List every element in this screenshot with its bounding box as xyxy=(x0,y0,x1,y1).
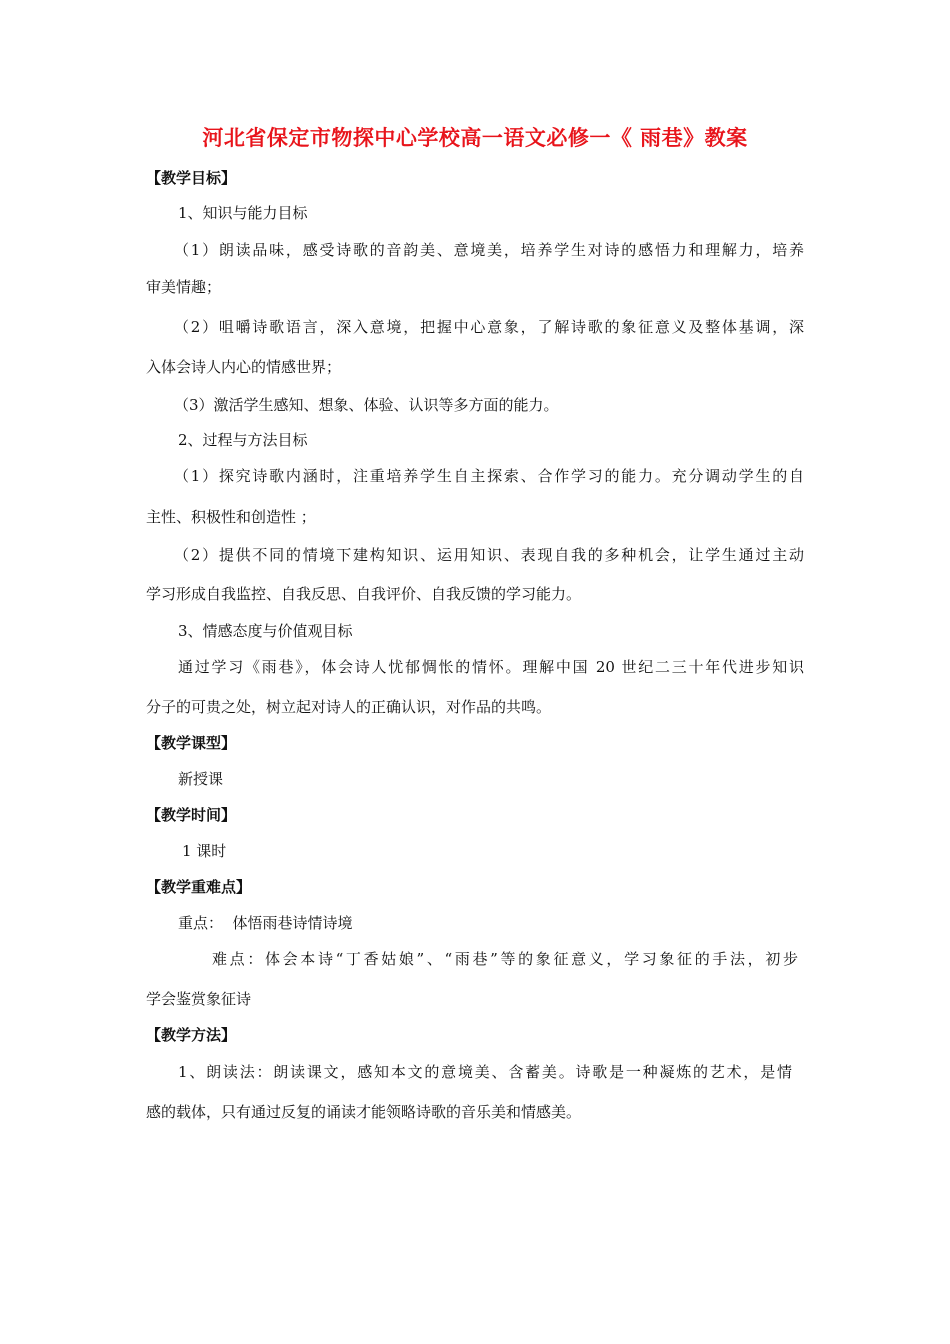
document-title: 河北省保定市物探中心学校高一语文必修一《 雨巷》教案 xyxy=(202,126,748,150)
objective-item-knowledge: 1、知识与能力目标 xyxy=(178,204,308,222)
method-reading: 1、朗读法：朗读课文，感知本文的意境美、含蓄美。诗歌是一种凝炼的艺术，是情 xyxy=(178,1063,792,1081)
section-heading-lesson-type: 【教学课型】 xyxy=(146,734,237,752)
paragraph-line: （1）探究诗歌内涵时，注重培养学生自主探索、合作学习的能力。充分调动学生的自 xyxy=(174,467,804,485)
paragraph-line: （1）朗读品味，感受诗歌的音韵美、意境美，培养学生对诗的感悟力和理解力，培养 xyxy=(174,241,804,259)
paragraph-line: （3）激活学生感知、想象、体验、认识等多方面的能力。 xyxy=(174,396,559,414)
objective-item-process: 2、过程与方法目标 xyxy=(178,431,308,449)
lesson-time-value: 1 课时 xyxy=(182,842,227,860)
paragraph-line: （2）提供不同的情境下建构知识、运用知识、表现自我的多种机会，让学生通过主动 xyxy=(174,546,804,564)
paragraph-line: 分子的可贵之处，树立起对诗人的正确认识，对作品的共鸣。 xyxy=(146,698,552,716)
paragraph-line: 审美情趣； xyxy=(146,278,222,296)
paragraph-line: 学习形成自我监控、自我反思、自我评价、自我反馈的学习能力。 xyxy=(146,585,582,603)
section-heading-lesson-time: 【教学时间】 xyxy=(146,806,237,824)
paragraph-line: 入体会诗人内心的情感世界； xyxy=(146,358,342,376)
section-heading-objectives: 【教学目标】 xyxy=(146,169,237,187)
key-point-focus: 重点： 体悟雨巷诗情诗境 xyxy=(178,914,353,932)
paragraph-line: 感的载体，只有通过反复的诵读才能领略诗歌的音乐美和情感美。 xyxy=(146,1103,582,1121)
section-heading-methods: 【教学方法】 xyxy=(146,1026,237,1044)
key-point-difficulty: 难点：体会本诗“丁香姑娘”、“雨巷”等的象征意义，学习象征的手法，初步 xyxy=(212,950,798,968)
paragraph-line: 主性、积极性和创造性 ； xyxy=(146,508,316,526)
objective-item-attitude: 3、情感态度与价值观目标 xyxy=(178,622,353,640)
paragraph-line: 通过学习《雨巷》，体会诗人忧郁惆怅的情怀。理解中国 20 世纪二三十年代进步知识 xyxy=(178,658,804,676)
section-heading-key-points: 【教学重难点】 xyxy=(146,878,252,896)
lesson-type-value: 新授课 xyxy=(178,770,224,788)
paragraph-line: （2）咀嚼诗歌语言，深入意境，把握中心意象，了解诗歌的象征意义及整体基调，深 xyxy=(174,318,804,336)
paragraph-line: 学会鉴赏象征诗 xyxy=(146,990,252,1008)
